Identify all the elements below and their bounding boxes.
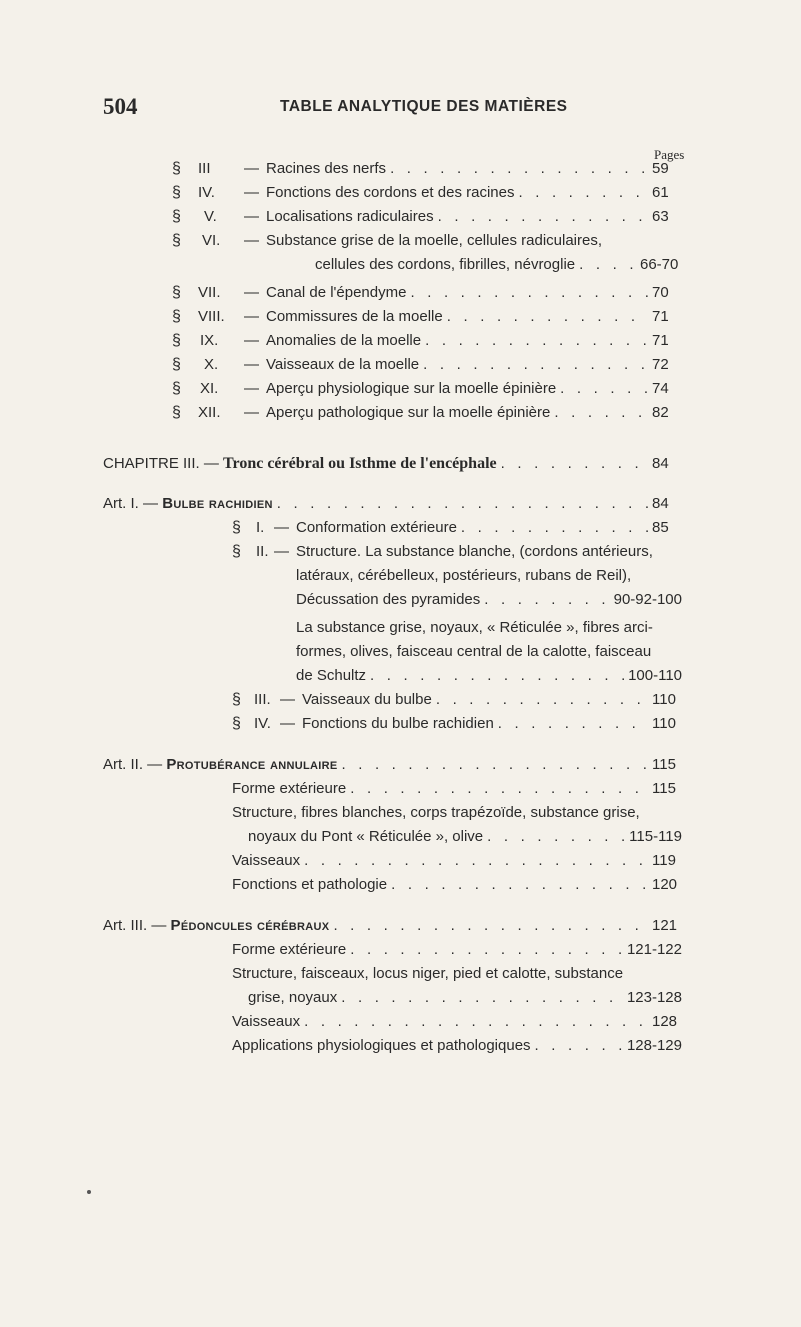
toc-entry-continuation: formes, olives, faisceau central de la calotte, faisceau xyxy=(296,643,652,660)
article-heading: Art. II. — Protubérance annulaire . . . 115 xyxy=(103,756,682,780)
section-sign: § xyxy=(172,308,181,325)
page-header xyxy=(0,94,801,124)
page-ref: 71 xyxy=(652,308,669,325)
section-sign: § xyxy=(172,284,181,301)
page-ref: 74 xyxy=(652,380,669,397)
page-ref: 84 xyxy=(652,495,669,512)
page-ref: 61 xyxy=(652,184,669,201)
page-ref: 128 xyxy=(652,1013,678,1030)
toc-entry: Vaisseaux . . . 119 xyxy=(232,852,682,876)
toc-entry: § I. — Conformation extérieure . . . 85 xyxy=(232,519,682,543)
section-sign: § xyxy=(172,232,181,249)
page-ref: 59 xyxy=(652,160,669,177)
page-ref: 119 xyxy=(652,852,676,869)
page-ref: 115 xyxy=(652,780,676,797)
toc-entry: § IV. — Fonctions du bulbe rachidien . . . 110 xyxy=(232,715,682,739)
toc-entry: § III. — Vaisseaux du bulbe . . . 110 xyxy=(232,691,682,715)
page-number: 504 xyxy=(103,94,138,119)
chapter-heading: CHAPITRE III. — Tronc cérébral ou Isthme de l'encéphale . . . 84 xyxy=(103,455,682,479)
page-ref: 110 xyxy=(652,691,676,708)
toc-entry: Forme extérieure . . . 115 xyxy=(232,780,682,804)
toc-entry-continuation: de Schultz . . . 100-110 xyxy=(296,667,682,691)
page-ref: 71 xyxy=(652,332,669,349)
toc-entry: § VIII. — Commissures de la moelle . . . 71 xyxy=(172,308,682,332)
toc-entry-continuation: Décussation des pyramides . . . 90-92-100 xyxy=(296,591,682,615)
ink-speck xyxy=(87,1190,91,1194)
page-ref: 120 xyxy=(652,876,678,893)
page-ref: 115-119 xyxy=(629,828,682,845)
section-sign: § xyxy=(172,160,181,177)
page-ref: 82 xyxy=(652,404,669,421)
article-heading: Art. III. — Pédoncules cérébraux . . . 121 xyxy=(103,917,682,941)
page-ref: 72 xyxy=(652,356,669,373)
toc-entry: Vaisseaux . . . 128 xyxy=(232,1013,682,1037)
toc-entry: § VII. — Canal de l'épendyme . . . 70 xyxy=(172,284,682,308)
toc-entry: Fonctions et pathologie . . . 120 xyxy=(232,876,682,900)
article-title: Bulbe rachidien xyxy=(162,495,273,512)
page-ref: 121 xyxy=(652,917,678,934)
section-sign: § xyxy=(172,208,181,225)
section-sign: § xyxy=(172,356,181,373)
page-ref: 84 xyxy=(652,455,669,472)
toc-entry: § XI. — Aperçu physiologique sur la moelle épinière . . . 74 xyxy=(172,380,682,404)
page-ref: 110 xyxy=(652,715,676,732)
toc-entry: § IX. — Anomalies de la moelle . . . 71 xyxy=(172,332,682,356)
page-ref: 121-122 xyxy=(626,941,682,958)
chapter-title: Tronc cérébral ou Isthme de l'encéphale xyxy=(223,455,497,472)
toc-entry: Structure, faisceaux, locus niger, pied et calotte, substance xyxy=(232,965,624,982)
article-title: Pédoncules cérébraux xyxy=(170,917,330,934)
toc-entry-continuation: noyaux du Pont « Réticulée », olive . . . 115-119 xyxy=(248,828,682,852)
toc-entry: Forme extérieure . . . 121-122 xyxy=(232,941,682,965)
pages-column-label: Pages xyxy=(654,147,685,162)
page-ref: 63 xyxy=(652,208,669,225)
toc-entry-continuation: latéraux, cérébelleux, postérieurs, rubans de Reil), xyxy=(296,567,632,584)
article-title: Protubérance annulaire xyxy=(166,756,338,773)
section-sign: § xyxy=(232,691,241,708)
section-sign: § xyxy=(172,184,181,201)
running-title: TABLE ANALYTIQUE DES MATIÈRES xyxy=(280,98,568,115)
toc-entry: § IV. — Fonctions des cordons et des racines . . . 61 xyxy=(172,184,682,208)
section-sign: § xyxy=(172,332,181,349)
article-heading: Art. I. — Bulbe rachidien . . . 84 xyxy=(103,495,682,519)
toc-entry-continuation: cellules des cordons, fibrilles, névroglie . . . 66-70 xyxy=(315,256,682,280)
page-ref: 70 xyxy=(652,284,669,301)
toc-entry: § III — Racines des nerfs . . . 59 xyxy=(172,160,682,184)
toc-entry: § X. — Vaisseaux de la moelle . . . 72 xyxy=(172,356,682,380)
toc-entry: Applications physiologiques et pathologiques . . . 128-129 xyxy=(232,1037,682,1061)
page-ref: 90-92-100 xyxy=(613,591,682,608)
page-ref: 100-110 xyxy=(628,667,682,684)
section-sign: § xyxy=(172,404,181,421)
page-ref: 128-129 xyxy=(626,1037,682,1054)
toc-entry-continuation: grise, noyaux . . . 123-128 xyxy=(248,989,682,1013)
toc-entry: § VI. — Substance grise de la moelle, cellules radiculaires, xyxy=(172,232,603,249)
page-ref: 85 xyxy=(652,519,669,536)
section-sign: § xyxy=(232,543,241,560)
page-ref: 123-128 xyxy=(626,989,682,1006)
section-sign: § xyxy=(232,519,241,536)
toc-entry: § XII. — Aperçu pathologique sur la moelle épinière . . . 82 xyxy=(172,404,682,428)
section-sign: § xyxy=(232,715,241,732)
page-ref: 66-70 xyxy=(640,256,679,273)
toc-entry: § II. — Structure. La substance blanche, (cordons antérieurs, xyxy=(232,543,653,560)
toc-entry: § V. — Localisations radiculaires . . . 63 xyxy=(172,208,682,232)
page-ref: 115 xyxy=(652,756,676,773)
toc-entry: La substance grise, noyaux, « Réticulée », fibres arci- xyxy=(296,619,653,636)
toc-entry: Structure, fibres blanches, corps trapézoïde, substance grise, xyxy=(232,804,640,821)
section-sign: § xyxy=(172,380,181,397)
